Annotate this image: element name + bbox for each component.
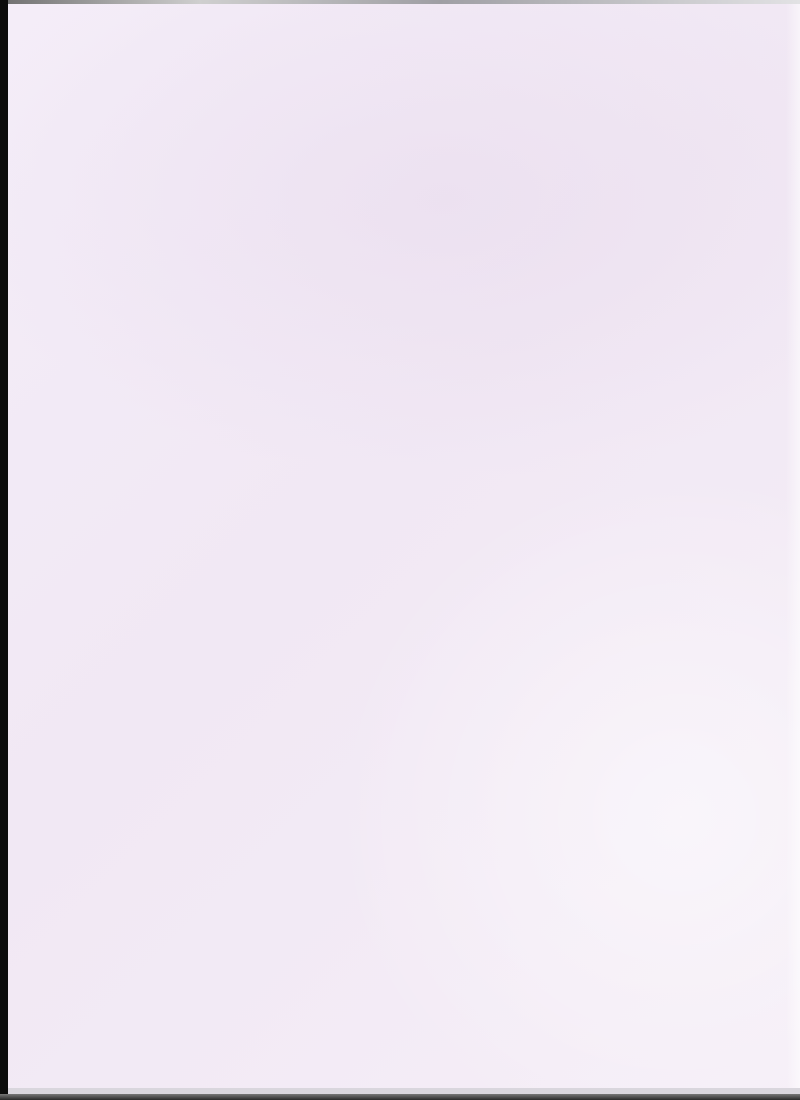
scanner-edge-bottom	[0, 1094, 800, 1100]
paper-edge-highlight	[786, 4, 800, 1088]
document-page	[8, 4, 800, 1088]
scanner-edge-left	[0, 0, 8, 1100]
